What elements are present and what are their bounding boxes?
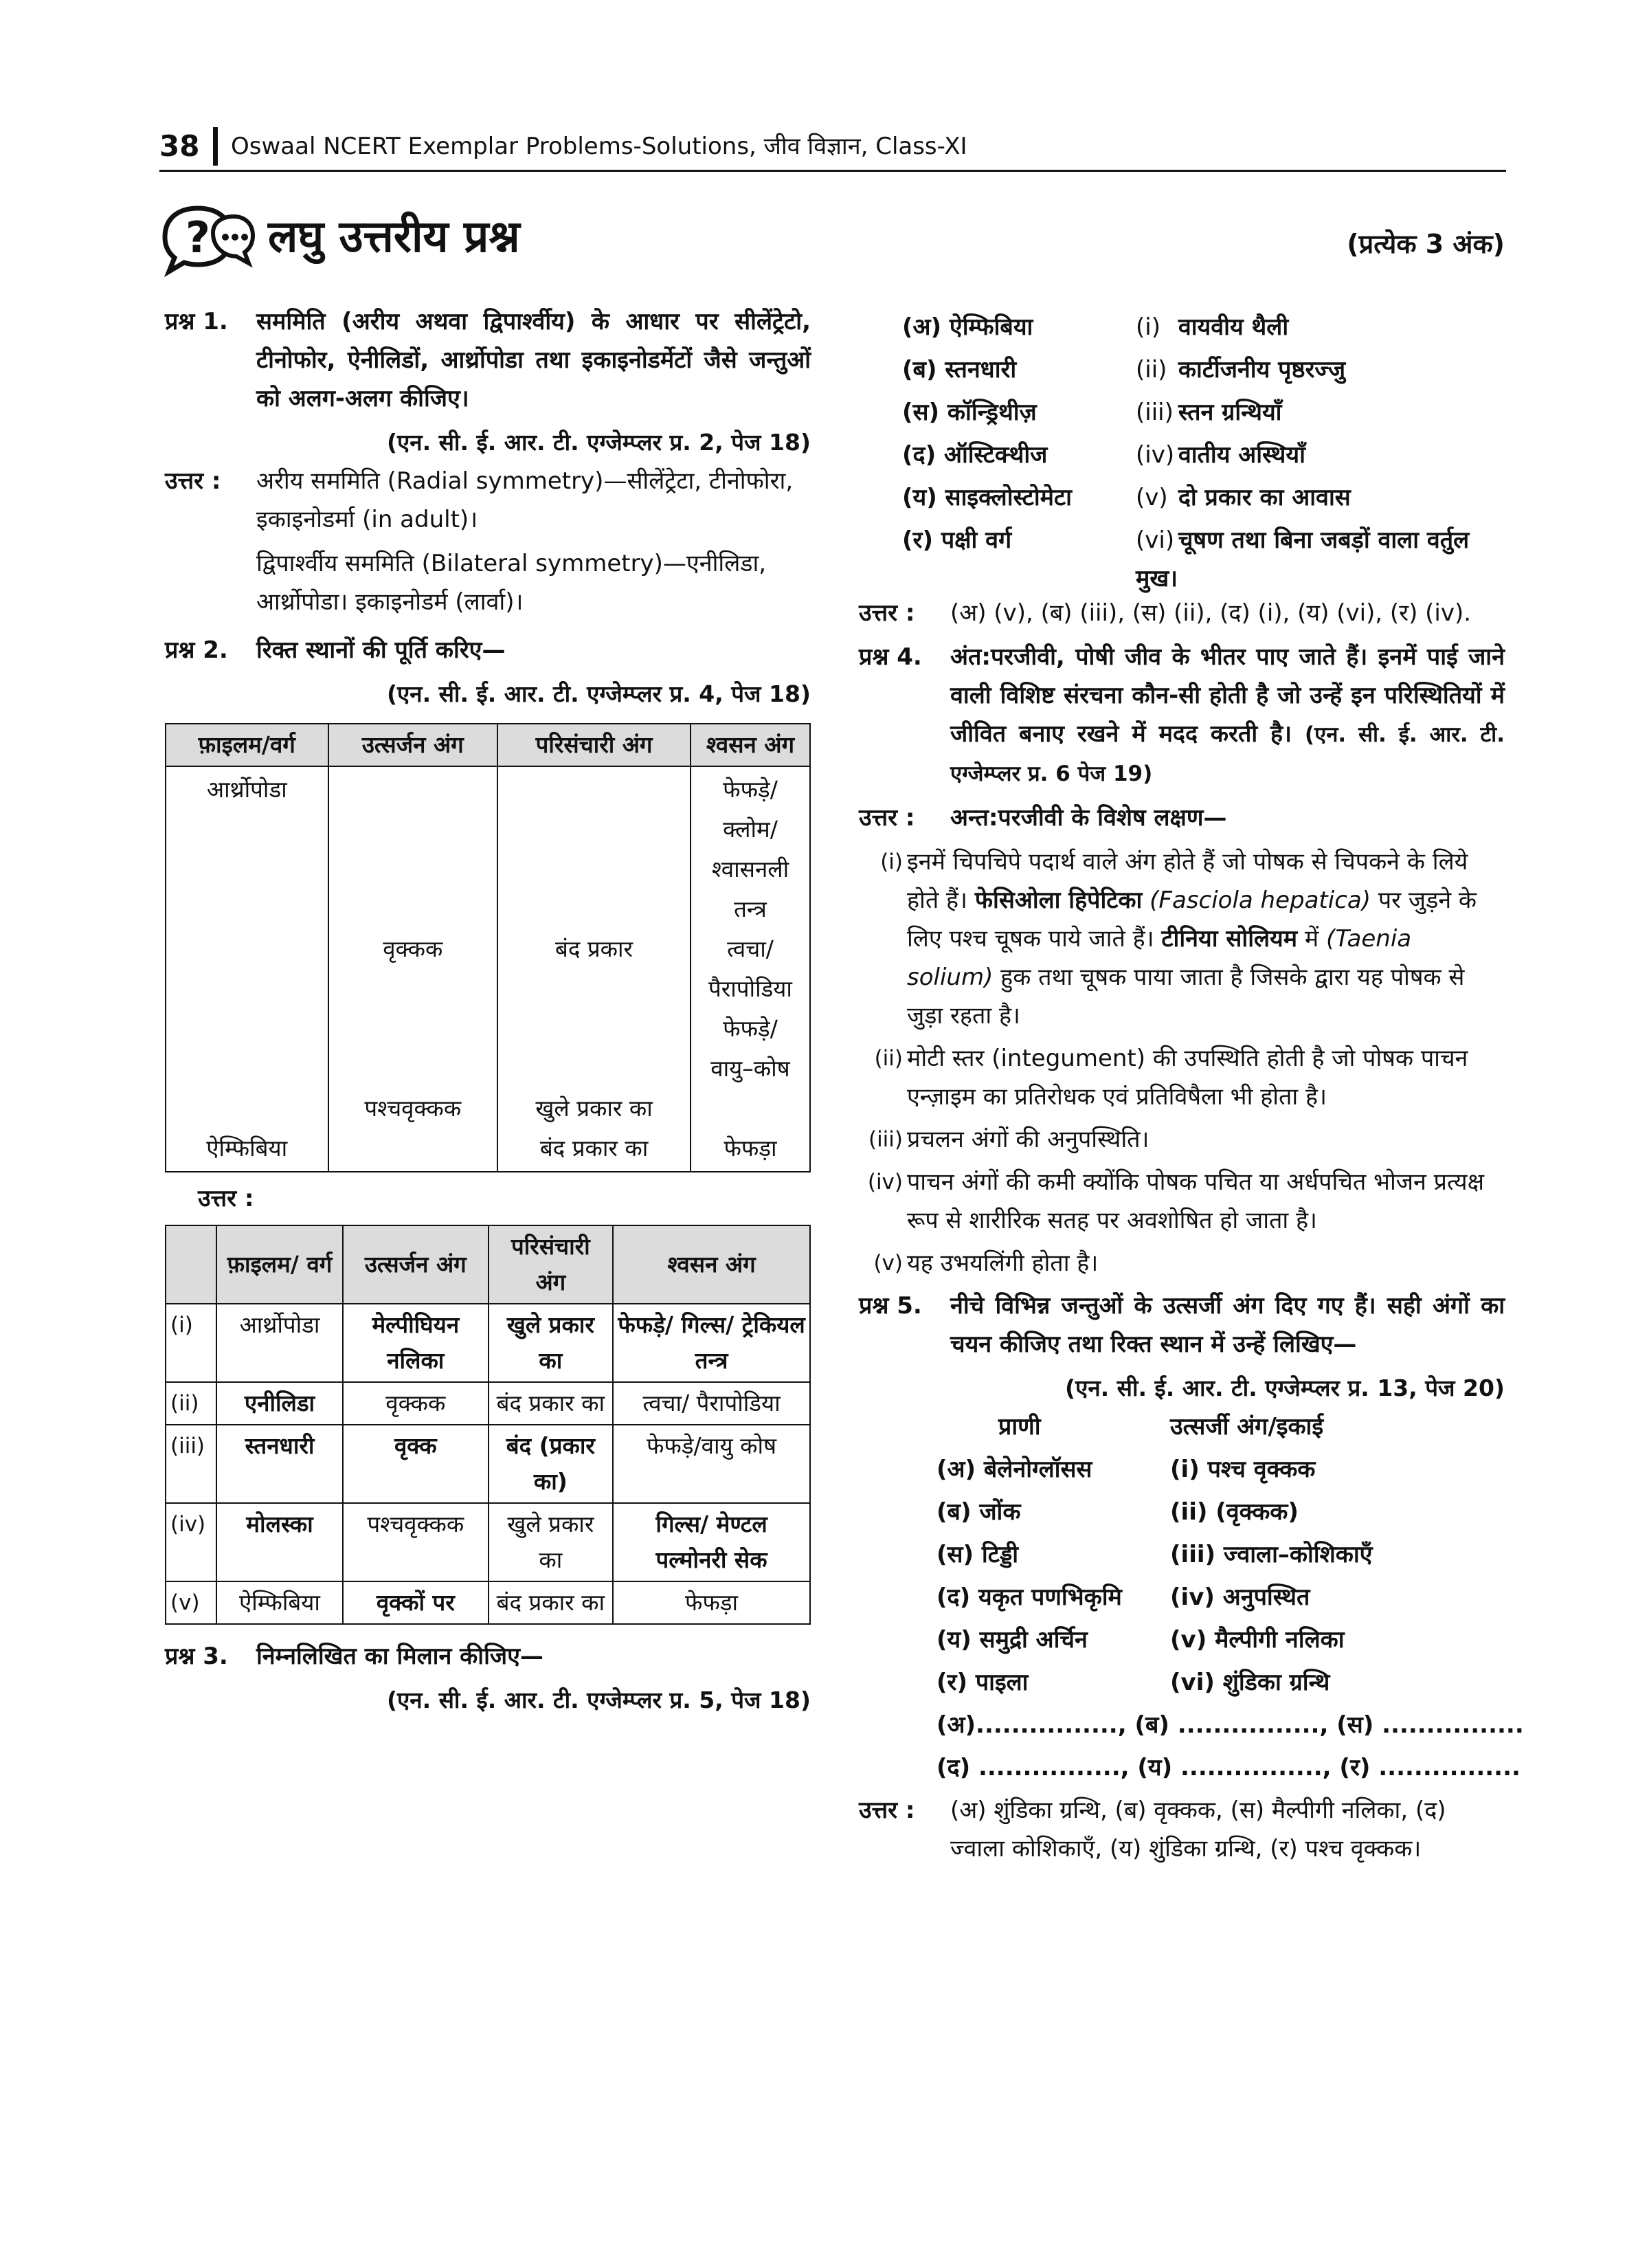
animal-name: (स) टिड्डी [936, 1541, 1019, 1568]
table-cell: त्वचा/ पैरापोडिया [613, 1382, 810, 1425]
organ-name: (ii) (वृक्कक) [1170, 1498, 1299, 1526]
answer-label: उत्तर : [859, 1797, 915, 1824]
item-text: इनमें चिपचिपे पदार्थ वाले अंग होते हैं जो पोषक से चिपकने के लिये होते हैं। [907, 848, 1468, 914]
table-header: श्वसन अंग [613, 1225, 810, 1304]
answer-text: (अ) शुंडिका ग्रन्थि, (ब) वृक्कक, (स) मैल्पीगी नलिका, (द) ज्वाला कोशिकाएँ, (य) शुंडिका ग्रन्थि, (र) पश्च वृक्कक। [950, 1797, 1446, 1863]
item-text: मोटी स्तर (integument) की उपस्थिति होती है जो पोषक पाचन एन्ज़ाइम का प्रतिरोधक एवं प्रतिविषैला भी होता है। [907, 1045, 1468, 1111]
match-right: चूषण तथा बिना जबड़ों वाला वर्तुल मुख। [1136, 526, 1470, 592]
list-item [859, 1120, 1505, 1159]
answer-label: उत्तर : [165, 467, 221, 495]
item-italic: (Taenia solium) [907, 925, 1412, 991]
match-right: वातीय अस्थियाँ [1178, 441, 1305, 469]
answer-table [165, 1225, 811, 1625]
match-right: वायवीय थैली [1178, 313, 1289, 341]
item-italic: (Fasciola hepatica) [1149, 887, 1371, 914]
blank-line: (द) ................, (य) ................, (र) ................ [936, 1754, 1521, 1781]
table-cell: खुले प्रकार का [489, 1503, 614, 1581]
question-5 [859, 1287, 1505, 1364]
item-number: (iv) [867, 1170, 903, 1194]
cell-line: आर्थ्रोपोडा [206, 776, 287, 803]
table-cell: एनीलिडा [216, 1382, 343, 1425]
answer-label: उत्तर : [859, 599, 915, 627]
table-cell: फेफड़ा [613, 1581, 810, 1624]
answer-text: (अ) (v), (ब) (iii), (स) (ii), (द) (i), (य) (vi), (र) (iv). [950, 599, 1472, 627]
list-item [936, 1621, 1505, 1663]
question-reference: (एन. सी. ई. आर. टी. एग्जेम्प्लर प्र. 5, पेज 18) [386, 1687, 811, 1713]
question-text: सममिति (अरीय अथवा द्विपार्श्वीय) के आधार पर सीलेंट्रेटो, टीनोफोर, ऐनीलिडों, आर्थ्रोपोडा तथा इकाइनोडर्मेटों जैसे जन्तुओं को अलग-अलग कीजिए। [256, 308, 811, 412]
question-label: प्रश्न 3. [165, 1643, 228, 1670]
match-list [902, 308, 1505, 594]
animal-name: (द) यकृत पणभिकृमि [936, 1583, 1122, 1611]
table-cell: बंद प्रकार का [489, 1581, 614, 1624]
match-left: (स) कॉन्ड्रिथीज़ [902, 399, 1037, 426]
row-number: (iii) [166, 1425, 216, 1503]
question-text: नीचे विभिन्न जन्तुओं के उत्सर्जी अंग दिए गए हैं। सही अंगों का चयन कीजिए तथा रिक्त स्थान में उन्हें लिखिए— [950, 1292, 1505, 1358]
item-text: यह उभयलिंगी होता है। [907, 1249, 1099, 1277]
table-cell: फेफड़े/ गिल्स/ ट्रेकियल तन्त्र [613, 1304, 810, 1382]
column-heading: उत्सर्जी अंग/इकाई [1170, 1413, 1324, 1441]
cell-line: बंद प्रकार [555, 935, 633, 962]
list-item [936, 1578, 1505, 1621]
match-left: (र) पक्षी वर्ग [902, 526, 1012, 554]
right-column [859, 308, 1524, 1874]
item-text: पाचन अंगों की कमी क्योंकि पोषक पचित या अर्धपचित भोजन प्रत्यक्ष रूप से शारीरिक सतह पर अवशोषित हो जाता है। [907, 1168, 1484, 1234]
section-title: लघु उत्तरीय प्रश्न [268, 212, 520, 263]
item-number: (ii) [874, 1046, 903, 1071]
item-bold: टीनिया सोलियम [1161, 925, 1298, 953]
table-cell [166, 766, 328, 1172]
item-number: (iii) [868, 1127, 903, 1152]
question-text [950, 638, 1505, 793]
table-header: फ़ाइलम/ वर्ग [216, 1225, 343, 1304]
cell-line: तन्त्र [734, 896, 767, 922]
answer-label: उत्तर : [198, 1185, 254, 1212]
list-item [936, 1450, 1505, 1493]
match-left: (य) साइक्लोस्टोमेटा [902, 484, 1072, 511]
table-cell [497, 766, 691, 1172]
table-cell [691, 766, 810, 1172]
item-text: में [1304, 925, 1319, 953]
question-body: अंत:परजीवी, पोषी जीव के भीतर पाए जाते हैं। इनमें पाई जाने वाली विशिष्ट संरचना कौन-सी होती है जो उन्हें इन परिस्थितियों में जीवित बनाए रखने में मदद करती है। [950, 643, 1505, 748]
question-text: रिक्त स्थानों की पूर्ति करिए— [256, 636, 506, 664]
question-3 [165, 1637, 811, 1676]
table-cell: आर्थ्रोपोडा [216, 1304, 343, 1382]
section-marks: (प्रत्येक 3 अंक) [1347, 229, 1505, 259]
question-reference: (एन. सी. ई. आर. टी. एग्जेम्प्लर प्र. 2, पेज 18) [386, 429, 811, 456]
table-cell [328, 766, 498, 1172]
table-cell: बंद (प्रकार का) [489, 1425, 614, 1503]
animal-name: (य) समुद्री अर्चिन [936, 1626, 1088, 1654]
list-item [859, 1039, 1505, 1116]
list-item [859, 843, 1505, 1035]
question-text: निम्नलिखित का मिलान कीजिए— [256, 1643, 543, 1670]
table-cell: बंद प्रकार का [489, 1382, 614, 1425]
match-numeral: (vi) [1136, 526, 1175, 554]
table-row [166, 1425, 810, 1503]
header-rule [159, 170, 1506, 172]
cell-line: पश्चवृक्कक [364, 1095, 462, 1122]
header-divider [213, 127, 218, 166]
question-label: प्रश्न 4. [859, 643, 922, 671]
table-header: परिसंचारी अंग [497, 724, 691, 766]
cell-line: फेफड़े/ [723, 1015, 778, 1042]
question-label: प्रश्न 2. [165, 636, 228, 664]
cell-line: श्वासनली [711, 856, 789, 882]
answer-label: उत्तर : [859, 804, 915, 832]
cell-line: ऐम्फिबिया [206, 1135, 288, 1161]
match-right: कार्टीजनीय पृष्ठरज्जु [1178, 356, 1346, 383]
match-right: स्तन ग्रन्थियाँ [1178, 399, 1282, 426]
question-2 [165, 631, 811, 669]
question-label: प्रश्न 5. [859, 1292, 922, 1320]
page-number: 38 [159, 129, 200, 163]
column-heading: प्राणी [998, 1413, 1041, 1441]
list-item [936, 1493, 1505, 1535]
question-4 [859, 638, 1505, 793]
question-reference: (एन. सी. ई. आर. टी. एग्जेम्प्लर प्र. 13, पेज 20) [1065, 1375, 1505, 1401]
answer-text: अरीय सममिति (Radial symmetry)—सीलेंट्रेटा, टीनोफोरा, इकाइनोडर्मा (in adult)। [256, 467, 794, 533]
table-cell: मोलस्का [216, 1503, 343, 1581]
cell-line: बंद प्रकार का [539, 1135, 649, 1161]
excretory-organs-list [936, 1408, 1524, 1791]
answer-3 [859, 594, 1505, 632]
cell-line: क्लोम/ [723, 816, 778, 843]
svg-text:?: ? [186, 212, 210, 263]
row-number: (iv) [166, 1503, 216, 1581]
table-cell: स्तनधारी [216, 1425, 343, 1503]
list-header [936, 1408, 1505, 1450]
list-item [936, 1535, 1505, 1578]
match-right: दो प्रकार का आवास [1178, 484, 1351, 511]
question-1 [165, 302, 811, 418]
list-item [859, 1244, 1505, 1282]
row-number: (v) [166, 1581, 216, 1624]
answer-heading: अन्त:परजीवी के विशेष लक्षण— [950, 804, 1227, 832]
item-text: पर जुड़ने के लिए पश्च चूषक पाये जाते हैं। [907, 887, 1477, 953]
item-bold: फेसिओला हिपेटिका [974, 887, 1143, 914]
table-row [166, 1581, 810, 1624]
organ-name: (iii) ज्वाला–कोशिकाएँ [1170, 1541, 1373, 1568]
organ-name: (iv) अनुपस्थित [1170, 1583, 1310, 1611]
table-cell: वृक्क [343, 1425, 489, 1503]
item-text: प्रचलन अंगों की अनुपस्थिति। [907, 1126, 1149, 1153]
list-item [859, 1163, 1505, 1240]
cell-line: फेफड़े/ [723, 776, 778, 803]
cell-line: खुले प्रकार का [535, 1095, 653, 1122]
match-numeral: (i) [1136, 313, 1160, 341]
table-cell: मेल्पीघियन नलिका [343, 1304, 489, 1382]
match-left: (द) ऑस्टिक्थीज [902, 441, 1048, 469]
table-cell: ऐम्फिबिया [216, 1581, 343, 1624]
table-cell: पश्चवृक्कक [343, 1503, 489, 1581]
table-header: फ़ाइलम/वर्ग [166, 724, 328, 766]
item-text: हुक तथा चूषक पाया जाता है जिसके द्वारा यह पोषक से जुड़ा रहता है। [907, 964, 1465, 1030]
animal-name: (ब) जोंक [936, 1498, 1021, 1526]
row-number: (ii) [166, 1382, 216, 1425]
cell-line: फेफड़ा [723, 1135, 777, 1161]
table-cell: खुले प्रकार का [489, 1304, 614, 1382]
table-row [166, 1503, 810, 1581]
item-number: (v) [873, 1251, 903, 1276]
table-cell: वृक्कों पर [343, 1581, 489, 1624]
cell-line: वृक्कक [383, 935, 443, 962]
animal-name: (अ) बेलेनोग्लॉसस [936, 1456, 1092, 1483]
table-cell: वृक्कक [343, 1382, 489, 1425]
cell-line: त्वचा/ [727, 935, 774, 962]
fill-blanks-table [165, 723, 811, 1172]
table-header: उत्सर्जन अंग [328, 724, 498, 766]
match-left: (अ) ऐम्फिबिया [902, 313, 1033, 341]
question-reference: (एन. सी. ई. आर. टी. एग्जेम्प्लर प्र. 6 पेज 19) [950, 722, 1505, 786]
question-label: प्रश्न 1. [165, 308, 228, 335]
organ-name: (v) मैल्पीगी नलिका [1170, 1626, 1345, 1654]
cell-line: वायु–कोष [710, 1055, 790, 1082]
match-numeral: (iii) [1136, 399, 1174, 426]
table-header: उत्सर्जन अंग [343, 1225, 489, 1304]
cell-line: पैरापोडिया [708, 975, 792, 1002]
match-numeral: (iv) [1136, 441, 1175, 469]
organ-name: (vi) शुंडिका ग्रन्थि [1170, 1669, 1330, 1696]
table-cell: गिल्स/ मेण्टल पल्मोनरी सेक [613, 1503, 810, 1581]
answer-1 [165, 462, 811, 621]
table-row [166, 1304, 810, 1382]
list-item [936, 1663, 1505, 1706]
table-header: श्वसन अंग [691, 724, 810, 766]
running-title: Oswaal NCERT Exemplar Problems-Solutions, जीव विज्ञान, Class-XI [231, 133, 967, 160]
animal-name: (र) पाइला [936, 1669, 1029, 1696]
item-number: (i) [880, 849, 903, 874]
table-header [166, 1225, 216, 1304]
page-header [159, 126, 1506, 174]
question-reference: (एन. सी. ई. आर. टी. एग्जेम्प्लर प्र. 4, पेज 18) [386, 680, 811, 707]
table-row [166, 1382, 810, 1425]
answer-5 [859, 1791, 1505, 1868]
blank-line: (अ)................, (ब) ................, (स) ................ [936, 1711, 1524, 1739]
match-left: (ब) स्तनधारी [902, 356, 1017, 383]
match-numeral: (v) [1136, 484, 1168, 511]
answer-text: द्विपार्श्वीय सममिति (Bilateral symmetry)—एनीलिडा, आर्थ्रोपोडा। इकाइनोडर्म (लार्वा)। [256, 550, 767, 616]
row-number: (i) [166, 1304, 216, 1382]
answer-4 [859, 799, 1505, 837]
match-numeral: (ii) [1136, 356, 1167, 383]
left-column [165, 302, 811, 1720]
table-cell: फेफड़े/वायु कोष [613, 1425, 810, 1503]
organ-name: (i) पश्च वृक्कक [1170, 1456, 1316, 1483]
question-chat-icon [159, 203, 256, 281]
table-header: परिसंचारी अंग [489, 1225, 614, 1304]
